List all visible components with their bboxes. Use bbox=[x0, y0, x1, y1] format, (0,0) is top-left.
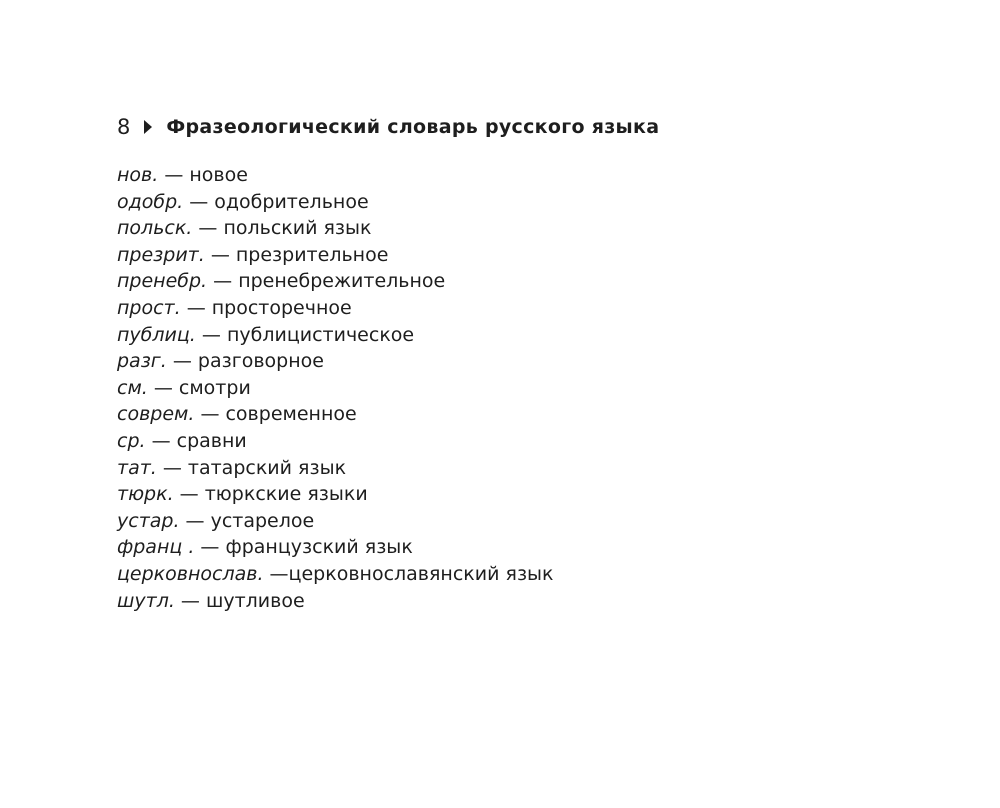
abbreviation: разг. bbox=[117, 350, 167, 373]
abbreviation-item bbox=[117, 162, 554, 189]
abbreviation-meaning: — татарский язык bbox=[156, 456, 347, 479]
abbreviation: нов. bbox=[117, 164, 159, 186]
abbreviation: церковнослав. bbox=[117, 562, 264, 585]
abbreviation-meaning: — одобрительное bbox=[183, 190, 369, 213]
abbreviation-meaning: — просторечное bbox=[180, 296, 352, 319]
abbreviation-item bbox=[117, 455, 554, 482]
abbreviation-meaning: — разговорное bbox=[166, 350, 324, 373]
abbreviation-item bbox=[117, 295, 554, 322]
abbreviation-item bbox=[117, 242, 554, 269]
abbreviation-meaning: — современное bbox=[194, 403, 357, 426]
running-head bbox=[117, 113, 659, 141]
abbreviation-meaning: — французский язык bbox=[194, 536, 413, 559]
abbreviation: франц . bbox=[117, 536, 195, 559]
abbreviation-item bbox=[117, 189, 554, 216]
abbreviation-item bbox=[117, 481, 554, 508]
abbreviation: публиц. bbox=[117, 323, 196, 346]
abbreviation-item bbox=[117, 268, 554, 295]
abbreviation-item bbox=[117, 322, 554, 349]
abbreviation-meaning: — сравни bbox=[145, 429, 247, 452]
abbreviation-item bbox=[117, 561, 554, 588]
abbreviation-meaning: — польский язык bbox=[192, 217, 372, 240]
abbreviation: см. bbox=[117, 376, 148, 399]
abbreviation-item bbox=[117, 348, 554, 375]
abbreviation: устар. bbox=[117, 509, 180, 532]
abbreviation-item bbox=[117, 534, 554, 561]
abbreviation-item bbox=[117, 401, 554, 428]
abbreviation-meaning: — устарелое bbox=[179, 509, 315, 532]
abbreviation: соврем. bbox=[117, 403, 195, 426]
abbreviation: шутл. bbox=[117, 589, 175, 612]
abbreviation-meaning: — новое bbox=[158, 164, 248, 186]
abbreviation-item bbox=[117, 508, 554, 535]
abbreviation-item bbox=[117, 375, 554, 402]
abbreviation-item bbox=[117, 215, 554, 242]
abbreviation: прост. bbox=[117, 296, 181, 319]
abbreviation-item bbox=[117, 588, 554, 615]
abbreviation-meaning: — шутливое bbox=[174, 589, 305, 612]
abbreviation-item bbox=[117, 428, 554, 455]
triangle-right-icon bbox=[144, 120, 152, 134]
abbreviation-meaning: — тюркские языки bbox=[173, 483, 368, 506]
abbreviation-meaning: — смотри bbox=[147, 376, 251, 399]
abbreviation-meaning: — публицистическое bbox=[195, 323, 415, 346]
abbreviation: ср. bbox=[117, 429, 146, 452]
page-number: 8 bbox=[117, 115, 131, 139]
abbreviation: одобр. bbox=[117, 190, 184, 213]
abbreviation: тат. bbox=[117, 456, 157, 479]
abbreviation-meaning: —церковнославянский язык bbox=[263, 562, 554, 585]
abbreviation: пренебр. bbox=[117, 270, 208, 293]
abbreviation: презрит. bbox=[117, 243, 205, 266]
abbreviation-meaning: — презрительное bbox=[204, 243, 389, 266]
book-title: Фразеологический словарь русского языка bbox=[166, 116, 660, 138]
abbreviation: польск. bbox=[117, 217, 193, 240]
abbreviation: тюрк. bbox=[117, 483, 174, 506]
abbreviation-list bbox=[117, 162, 554, 614]
abbreviation-meaning: — пренебрежительное bbox=[207, 270, 446, 293]
